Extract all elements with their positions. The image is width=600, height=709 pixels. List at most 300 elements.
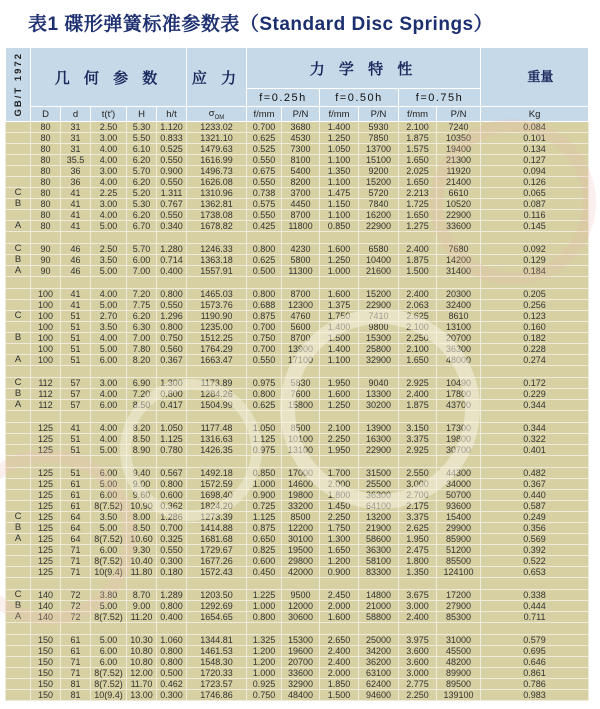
table-row xyxy=(6,545,589,556)
value-cell: 64 xyxy=(61,523,91,534)
value-cell: 1.000 xyxy=(247,601,282,612)
value-cell: 0.338 xyxy=(481,590,589,601)
value-cell: 6610 xyxy=(437,188,481,199)
value-cell: 1.225 xyxy=(247,590,282,601)
value-cell: 0.205 xyxy=(481,289,589,300)
value-cell: 2.063 xyxy=(399,300,437,311)
value-cell: 6.00 xyxy=(127,255,157,266)
value-cell: 7300 xyxy=(282,144,320,155)
value-cell: 1.100 xyxy=(320,210,359,221)
separator-row xyxy=(6,578,589,590)
value-cell: 63100 xyxy=(359,668,399,679)
value-cell: 17300 xyxy=(437,423,481,434)
series-label-cell: A xyxy=(6,266,31,277)
series-label-cell: A xyxy=(6,221,31,232)
value-cell: 2.000 xyxy=(320,601,359,612)
separator-cell xyxy=(247,578,282,590)
value-cell: 112 xyxy=(31,389,61,400)
series-label-cell xyxy=(6,434,31,445)
value-cell: 32400 xyxy=(437,300,481,311)
table-row xyxy=(6,445,589,456)
value-cell: 0.229 xyxy=(481,389,589,400)
separator-cell xyxy=(359,366,399,378)
series-label-cell: C xyxy=(6,188,31,199)
value-cell: 7.20 xyxy=(127,289,157,300)
value-cell: 1738.08 xyxy=(187,210,247,221)
separator-cell xyxy=(91,277,127,289)
value-cell: 3.50 xyxy=(91,512,127,523)
value-cell: 1492.18 xyxy=(187,468,247,479)
value-cell: 17100 xyxy=(282,355,320,366)
value-cell: 0.249 xyxy=(481,512,589,523)
value-cell: 1.650 xyxy=(399,177,437,188)
value-cell: 0.725 xyxy=(247,501,282,512)
value-cell: 1.650 xyxy=(399,210,437,221)
value-cell: 125 xyxy=(31,423,61,434)
value-cell: 1.375 xyxy=(320,300,359,311)
value-cell: 1.350 xyxy=(399,567,437,578)
value-cell: 41 xyxy=(61,188,91,199)
value-cell: 0.145 xyxy=(481,221,589,232)
value-cell: 7410 xyxy=(359,311,399,322)
value-cell: 58100 xyxy=(359,556,399,567)
separator-cell xyxy=(320,232,359,244)
value-cell: 0.800 xyxy=(157,479,187,490)
value-cell: 10(9.4) xyxy=(91,567,127,578)
value-cell: 80 xyxy=(31,155,61,166)
value-cell: 61 xyxy=(61,501,91,512)
series-label-cell: B xyxy=(6,389,31,400)
separator-cell xyxy=(282,411,320,423)
value-cell: 8(7.52) xyxy=(91,534,127,545)
value-cell: 5930 xyxy=(359,122,399,133)
value-cell: 9.00 xyxy=(127,479,157,490)
value-cell: 1.600 xyxy=(320,244,359,255)
value-cell: 17800 xyxy=(437,389,481,400)
value-cell: 1.800 xyxy=(399,556,437,567)
col-t: t(t′) xyxy=(91,107,127,122)
value-cell: 3.000 xyxy=(399,668,437,679)
separator-cell xyxy=(31,232,61,244)
value-cell: 5600 xyxy=(282,322,320,333)
value-cell: 51 xyxy=(61,333,91,344)
separator-cell xyxy=(157,411,187,423)
col-f050-f: f/mm xyxy=(320,107,359,122)
header-stress: 应 力 xyxy=(187,48,247,107)
value-cell: 5800 xyxy=(282,255,320,266)
value-cell: 1.350 xyxy=(320,166,359,177)
value-cell: 0.983 xyxy=(481,690,589,701)
value-cell: 1316.63 xyxy=(187,434,247,445)
separator-cell xyxy=(437,277,481,289)
col-kg: Kg xyxy=(481,107,589,122)
table-row xyxy=(6,646,589,657)
value-cell: 1.650 xyxy=(399,355,437,366)
value-cell: 150 xyxy=(31,690,61,701)
value-cell: 3.00 xyxy=(91,378,127,389)
table-row xyxy=(6,657,589,668)
value-cell: 0.767 xyxy=(157,199,187,210)
value-cell: 20300 xyxy=(437,289,481,300)
value-cell: 6.00 xyxy=(91,400,127,411)
value-cell: 0.800 xyxy=(247,612,282,623)
separator-cell xyxy=(31,456,61,468)
value-cell: 2.250 xyxy=(399,333,437,344)
value-cell: 1363.18 xyxy=(187,255,247,266)
value-cell: 0.462 xyxy=(157,679,187,690)
value-cell: 0.800 xyxy=(247,389,282,400)
value-cell: 1548.30 xyxy=(187,657,247,668)
table-row xyxy=(6,155,589,166)
value-cell: 150 xyxy=(31,646,61,657)
separator-cell xyxy=(61,411,91,423)
series-label-cell: A xyxy=(6,400,31,411)
value-cell: 8500 xyxy=(282,423,320,434)
value-cell: 3.00 xyxy=(91,199,127,210)
value-cell: 5.00 xyxy=(91,300,127,311)
value-cell: 6.20 xyxy=(127,210,157,221)
separator-cell xyxy=(61,578,91,590)
value-cell: 8.90 xyxy=(127,445,157,456)
value-cell: 2.400 xyxy=(399,389,437,400)
value-cell: 0.800 xyxy=(157,389,187,400)
value-cell: 0.274 xyxy=(481,355,589,366)
value-cell: 0.875 xyxy=(247,311,282,322)
value-cell: 0.800 xyxy=(157,322,187,333)
value-cell: 51 xyxy=(61,355,91,366)
value-cell: 25000 xyxy=(359,635,399,646)
value-cell: 2.50 xyxy=(91,244,127,255)
separator-cell xyxy=(399,578,437,590)
separator-cell xyxy=(187,411,247,423)
value-cell: 1.875 xyxy=(399,400,437,411)
value-cell: 71 xyxy=(61,545,91,556)
value-cell: 1824.20 xyxy=(187,501,247,512)
table-row xyxy=(6,668,589,679)
table-row xyxy=(6,133,589,144)
table-row xyxy=(6,311,589,322)
value-cell: 1203.50 xyxy=(187,590,247,601)
value-cell: 94600 xyxy=(359,690,399,701)
value-cell: 44300 xyxy=(437,468,481,479)
value-cell: 9.60 xyxy=(127,490,157,501)
value-cell: 2.250 xyxy=(320,434,359,445)
header-f025: f=0.25h xyxy=(247,89,320,107)
value-cell: 12300 xyxy=(282,300,320,311)
separator-cell xyxy=(399,623,437,635)
value-cell: 1573.76 xyxy=(187,300,247,311)
value-cell: 22900 xyxy=(359,300,399,311)
separator-cell xyxy=(6,411,31,423)
value-cell: 32900 xyxy=(359,355,399,366)
value-cell: 1.950 xyxy=(320,445,359,456)
value-cell: 25800 xyxy=(359,344,399,355)
value-cell: 0.750 xyxy=(157,333,187,344)
value-cell: 13900 xyxy=(359,423,399,434)
value-cell: 61 xyxy=(61,479,91,490)
header-geometry: 几 何 参 数 xyxy=(31,48,187,107)
value-cell: 0.425 xyxy=(247,221,282,232)
value-cell: 31 xyxy=(61,133,91,144)
value-cell: 71 xyxy=(61,567,91,578)
value-cell: 5.70 xyxy=(127,166,157,177)
value-cell: 1681.68 xyxy=(187,534,247,545)
value-cell: 6.20 xyxy=(127,155,157,166)
value-cell: 1.000 xyxy=(320,266,359,277)
col-H: H xyxy=(127,107,157,122)
value-cell: 31400 xyxy=(437,266,481,277)
separator-cell xyxy=(61,456,91,468)
value-cell: 4.00 xyxy=(91,333,127,344)
standard-label: GB/T 1972 xyxy=(12,52,24,117)
value-cell: 1.200 xyxy=(247,646,282,657)
value-cell: 8700 xyxy=(282,210,320,221)
separator-cell xyxy=(247,456,282,468)
table-row xyxy=(6,612,589,623)
value-cell: 2.925 xyxy=(399,445,437,456)
separator-cell xyxy=(6,277,31,289)
table-row xyxy=(6,344,589,355)
table-row xyxy=(6,333,589,344)
col-f050-p: P/N xyxy=(359,107,399,122)
value-cell: 1.700 xyxy=(320,468,359,479)
value-cell: 0.567 xyxy=(157,468,187,479)
table-row xyxy=(6,166,589,177)
table-row xyxy=(6,389,589,400)
value-cell: 1.120 xyxy=(157,122,187,133)
value-cell: 150 xyxy=(31,635,61,646)
value-cell: 80 xyxy=(31,210,61,221)
table-row xyxy=(6,144,589,155)
table-row xyxy=(6,512,589,523)
value-cell: 15100 xyxy=(359,155,399,166)
value-cell: 100 xyxy=(31,333,61,344)
value-cell: 2.700 xyxy=(399,490,437,501)
value-cell: 125 xyxy=(31,468,61,479)
separator-cell xyxy=(320,578,359,590)
value-cell: 80 xyxy=(31,122,61,133)
value-cell: 4530 xyxy=(282,133,320,144)
separator-cell xyxy=(282,277,320,289)
separator-cell xyxy=(127,456,157,468)
value-cell: 11.20 xyxy=(127,612,157,623)
value-cell: 80 xyxy=(31,133,61,144)
table-row xyxy=(6,479,589,490)
value-cell: 14800 xyxy=(359,590,399,601)
series-label-cell: B xyxy=(6,601,31,612)
value-cell: 125 xyxy=(31,523,61,534)
value-cell: 0.786 xyxy=(481,679,589,690)
value-cell: 80 xyxy=(31,166,61,177)
separator-cell xyxy=(437,623,481,635)
value-cell: 9.00 xyxy=(127,601,157,612)
value-cell: 8(7.52) xyxy=(91,668,127,679)
series-label-cell xyxy=(6,556,31,567)
value-cell: 0.800 xyxy=(157,601,187,612)
separator-cell xyxy=(157,456,187,468)
separator-cell xyxy=(61,623,91,635)
header-f075: f=0.75h xyxy=(399,89,481,107)
value-cell: 4.00 xyxy=(91,289,127,300)
value-cell: 1292.69 xyxy=(187,601,247,612)
value-cell: 0.569 xyxy=(481,534,589,545)
series-label-cell: B xyxy=(6,333,31,344)
value-cell: 3.600 xyxy=(399,657,437,668)
value-cell: 8(7.52) xyxy=(91,556,127,567)
value-cell: 1.050 xyxy=(320,144,359,155)
value-cell: 15200 xyxy=(359,177,399,188)
value-cell: 12.00 xyxy=(127,668,157,679)
value-cell: 15300 xyxy=(282,635,320,646)
value-cell: 1764.29 xyxy=(187,344,247,355)
value-cell: 0.587 xyxy=(481,501,589,512)
value-cell: 30700 xyxy=(437,445,481,456)
value-cell: 5.00 xyxy=(91,221,127,232)
value-cell: 125 xyxy=(31,567,61,578)
value-cell: 150 xyxy=(31,679,61,690)
value-cell: 15800 xyxy=(282,400,320,411)
value-cell: 1572.43 xyxy=(187,567,247,578)
value-cell: 72 xyxy=(61,612,91,623)
value-cell: 1.725 xyxy=(399,199,437,210)
series-label-cell: B xyxy=(6,523,31,534)
separator-cell xyxy=(359,456,399,468)
value-cell: 6.90 xyxy=(127,378,157,389)
value-cell: 3.000 xyxy=(399,601,437,612)
table-row xyxy=(6,188,589,199)
value-cell: 72 xyxy=(61,590,91,601)
value-cell: 8610 xyxy=(437,311,481,322)
series-label-cell xyxy=(6,322,31,333)
value-cell: 8.20 xyxy=(127,355,157,366)
value-cell: 1273.39 xyxy=(187,512,247,523)
value-cell: 4.00 xyxy=(91,144,127,155)
value-cell: 7.00 xyxy=(127,266,157,277)
value-cell: 0.101 xyxy=(481,133,589,144)
separator-cell xyxy=(320,411,359,423)
value-cell: 2.625 xyxy=(399,311,437,322)
value-cell: 5.70 xyxy=(127,244,157,255)
value-cell: 0.650 xyxy=(247,534,282,545)
value-cell: 0.800 xyxy=(247,289,282,300)
value-cell: 4230 xyxy=(282,244,320,255)
separator-cell xyxy=(6,366,31,378)
value-cell: 1678.82 xyxy=(187,221,247,232)
value-cell: 13200 xyxy=(359,512,399,523)
value-cell: 42000 xyxy=(282,567,320,578)
value-cell: 0.800 xyxy=(247,244,282,255)
separator-cell xyxy=(481,456,589,468)
value-cell: 14600 xyxy=(282,479,320,490)
value-cell: 140 xyxy=(31,590,61,601)
value-cell: 71 xyxy=(61,668,91,679)
value-cell: 0.129 xyxy=(481,255,589,266)
separator-cell xyxy=(6,623,31,635)
value-cell: 1.950 xyxy=(320,378,359,389)
value-cell: 33600 xyxy=(437,221,481,232)
value-cell: 41 xyxy=(61,289,91,300)
value-cell: 112 xyxy=(31,400,61,411)
separator-cell xyxy=(320,623,359,635)
value-cell: 2.400 xyxy=(399,289,437,300)
value-cell: 45500 xyxy=(437,646,481,657)
value-cell: 0.440 xyxy=(481,490,589,501)
value-cell: 0.575 xyxy=(247,199,282,210)
value-cell: 4.00 xyxy=(91,155,127,166)
value-cell: 1.250 xyxy=(320,255,359,266)
value-cell: 48000 xyxy=(437,355,481,366)
value-cell: 31500 xyxy=(359,468,399,479)
value-cell: 57 xyxy=(61,389,91,400)
value-cell: 13700 xyxy=(359,144,399,155)
value-cell: 8(7.52) xyxy=(91,501,127,512)
separator-cell xyxy=(61,277,91,289)
header-row-columns xyxy=(6,107,589,122)
value-cell: 1233.02 xyxy=(187,122,247,133)
separator-cell xyxy=(320,277,359,289)
separator-cell xyxy=(31,277,61,289)
separator-row xyxy=(6,232,589,244)
value-cell: 3.675 xyxy=(399,590,437,601)
value-cell: 6.00 xyxy=(91,545,127,556)
separator-cell xyxy=(187,366,247,378)
separator-cell xyxy=(282,232,320,244)
value-cell: 0.653 xyxy=(481,567,589,578)
value-cell: 90 xyxy=(31,244,61,255)
value-cell: 34200 xyxy=(359,646,399,657)
value-cell: 5.00 xyxy=(91,344,127,355)
value-cell: 1426.35 xyxy=(187,445,247,456)
value-cell: 89500 xyxy=(437,679,481,690)
value-cell: 71 xyxy=(61,556,91,567)
table-row xyxy=(6,468,589,479)
value-cell: 2.100 xyxy=(399,122,437,133)
separator-cell xyxy=(187,277,247,289)
separator-cell xyxy=(481,411,589,423)
value-cell: 80 xyxy=(31,188,61,199)
value-cell: 64 xyxy=(61,534,91,545)
value-cell: 14200 xyxy=(437,255,481,266)
value-cell: 51 xyxy=(61,468,91,479)
value-cell: 8700 xyxy=(282,333,320,344)
value-cell: 1663.47 xyxy=(187,355,247,366)
separator-cell xyxy=(399,232,437,244)
value-cell: 1.000 xyxy=(247,668,282,679)
value-cell: 7840 xyxy=(359,199,399,210)
col-f075-f: f/mm xyxy=(399,107,437,122)
value-cell: 64 xyxy=(61,512,91,523)
separator-cell xyxy=(481,277,589,289)
separator-cell xyxy=(31,623,61,635)
value-cell: 6.30 xyxy=(127,322,157,333)
disc-spring-table-wrapper xyxy=(5,47,588,701)
value-cell: 1414.88 xyxy=(187,523,247,534)
value-cell: 43700 xyxy=(437,400,481,411)
value-cell: 0.700 xyxy=(247,322,282,333)
value-cell: 7600 xyxy=(282,389,320,400)
separator-cell xyxy=(91,456,127,468)
col-sigma: $\sigma_{OM}$ xyxy=(187,107,247,122)
separator-cell xyxy=(127,366,157,378)
separator-cell xyxy=(481,232,589,244)
separator-cell xyxy=(6,578,31,590)
value-cell: 1461.53 xyxy=(187,646,247,657)
value-cell: 16200 xyxy=(359,210,399,221)
value-cell: 2.625 xyxy=(399,523,437,534)
value-cell: 0.092 xyxy=(481,244,589,255)
value-cell: 6.00 xyxy=(91,657,127,668)
separator-cell xyxy=(31,411,61,423)
